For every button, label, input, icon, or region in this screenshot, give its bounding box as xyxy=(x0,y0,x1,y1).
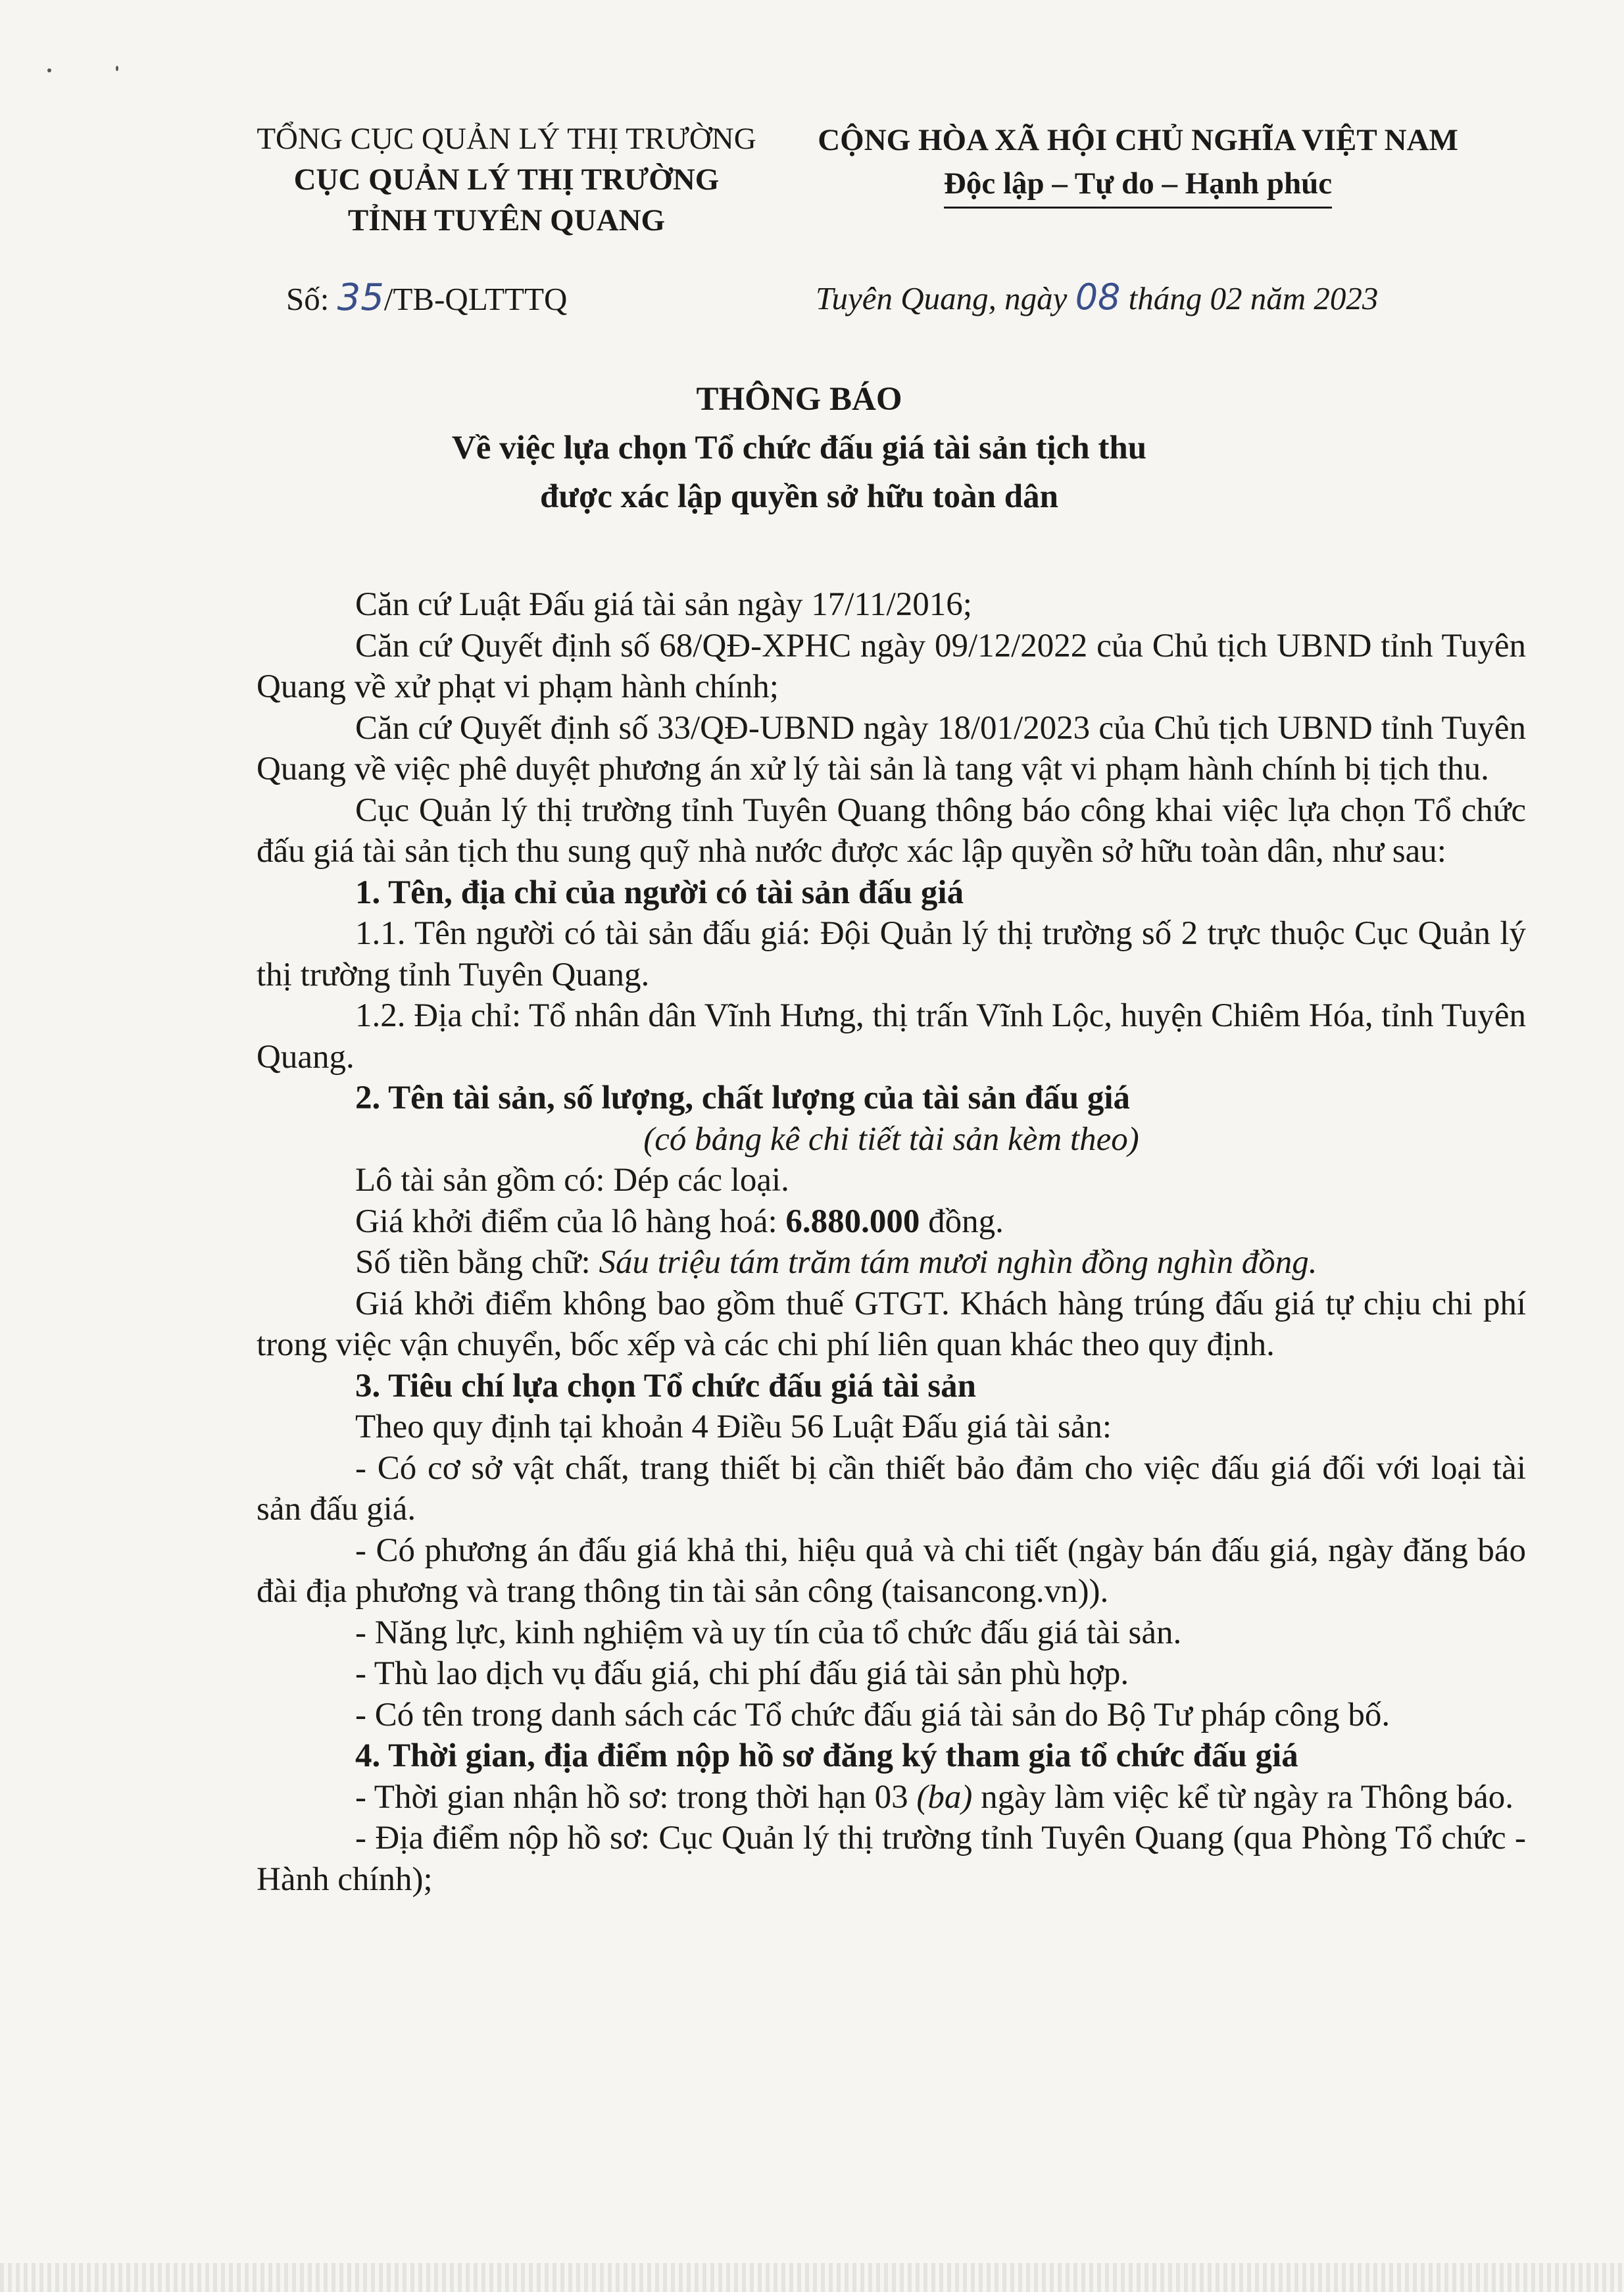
owner-name: 1.1. Tên người có tài sản đấu giá: Đội Quản lý thị trường số 2 trực thuộc Cục Quản lý thị trường tỉnh Tuyên Quang. xyxy=(257,915,1526,993)
price-in-words-value: Sáu triệu tám trăm tám mươi nghìn đồng nghìn đồng. xyxy=(599,1244,1317,1281)
national-motto: Độc lập – Tự do – Hạnh phúc xyxy=(944,162,1332,209)
title-subject-line1: Về việc lựa chọn Tổ chức đấu giá tài sản tịch thu xyxy=(451,430,1147,466)
scan-speck xyxy=(116,66,118,71)
asset-lot: Lô tài sản gồm có: Dép các loại. xyxy=(355,1162,789,1199)
number-suffix: /TB-QLTTTQ xyxy=(383,281,568,317)
starting-price-label: Giá khởi điểm của lô hàng hoá: xyxy=(355,1203,786,1240)
agency-name: CỤC QUẢN LÝ THỊ TRƯỜNG xyxy=(293,162,720,197)
submission-place: - Địa điểm nộp hồ sơ: Cục Quản lý thị trường tỉnh Tuyên Quang (qua Phòng Tổ chức - Hành chính); xyxy=(257,1820,1526,1898)
agency-province: TỈNH TUYÊN QUANG xyxy=(347,203,666,237)
date-suffix: tháng 02 năm 2023 xyxy=(1120,280,1379,316)
date-prefix: Tuyên Quang, ngày xyxy=(816,280,1075,316)
announcement-intro: Cục Quản lý thị trường tỉnh Tuyên Quang thông báo công khai việc lựa chọn Tổ chức đấu giá tài sản tịch thu sung quỹ nhà nước được xác lập quyền sở hữu toàn dân, như sau: xyxy=(257,791,1526,870)
section-heading-4: 4. Thời gian, địa điểm nộp hồ sơ đăng ký tham gia tổ chức đấu giá xyxy=(355,1737,1298,1774)
legal-basis-3: Căn cứ Quyết định số 33/QĐ-UBND ngày 18/01/2023 của Chủ tịch UBND tỉnh Tuyên Quang về việc phê duyệt phương án xử lý tài sản là tang vật vi phạm hành chính bị tịch thu. xyxy=(257,709,1526,787)
national-header xyxy=(786,118,1490,209)
handwritten-day: 08 xyxy=(1075,276,1121,318)
criterion-4: - Thù lao dịch vụ đấu giá, chi phí đấu giá tài sản phù hợp. xyxy=(355,1655,1129,1692)
criterion-3: - Năng lực, kinh nghiệm và uy tín của tổ chức đấu giá tài sản. xyxy=(355,1614,1182,1651)
agency-header xyxy=(224,118,789,241)
section-heading-1: 1. Tên, địa chỉ của người có tài sản đấu giá xyxy=(355,874,964,911)
submission-time-words: (ba) xyxy=(916,1778,973,1816)
criterion-2: - Có phương án đấu giá khả thi, hiệu quả và chi tiết (ngày bán đấu giá, ngày đăng báo đài địa phương và trang thông tin tài sản công (taisancong.vn)). xyxy=(257,1532,1526,1610)
criterion-5: - Có tên trong danh sách các Tổ chức đấu giá tài sản do Bộ Tư pháp công bố. xyxy=(355,1696,1390,1733)
document-body xyxy=(257,584,1526,1900)
owner-address: 1.2. Địa chỉ: Tổ nhân dân Vĩnh Hưng, thị trấn Vĩnh Lộc, huyện Chiêm Hóa, tỉnh Tuyên Quang. xyxy=(257,997,1526,1076)
document-title xyxy=(197,375,1401,521)
legal-basis-2: Căn cứ Quyết định số 68/QĐ-XPHC ngày 09/12/2022 của Chủ tịch UBND tỉnh Tuyên Quang về xử phạt vi phạm hành chính; xyxy=(257,627,1526,705)
scan-speck xyxy=(47,68,51,72)
criterion-1: - Có cơ sở vật chất, trang thiết bị cần thiết bảo đảm cho việc đấu giá đối với loại tài sản đấu giá. xyxy=(257,1449,1526,1528)
legal-basis-1: Căn cứ Luật Đấu giá tài sản ngày 17/11/2016; xyxy=(355,586,972,623)
title-subject-line2: được xác lập quyền sở hữu toàn dân xyxy=(540,478,1058,515)
title-main: THÔNG BÁO xyxy=(696,381,902,418)
price-in-words-label: Số tiền bằng chữ: xyxy=(355,1244,599,1281)
criteria-intro: Theo quy định tại khoản 4 Điều 56 Luật Đấu giá tài sản: xyxy=(355,1408,1112,1445)
submission-time xyxy=(257,1777,1526,1818)
handwritten-number: 35 xyxy=(337,276,384,319)
number-prefix: Số: xyxy=(286,281,337,317)
document-date xyxy=(816,276,1378,318)
agency-parent: TỔNG CỤC QUẢN LÝ THỊ TRƯỜNG xyxy=(257,122,756,156)
attachment-note: (có bảng kê chi tiết tài sản kèm theo) xyxy=(643,1120,1139,1158)
section-heading-3: 3. Tiêu chí lựa chọn Tổ chức đấu giá tài sản xyxy=(355,1367,976,1405)
starting-price xyxy=(257,1201,1526,1243)
starting-price-value: 6.880.000 xyxy=(785,1203,920,1240)
starting-price-unit: đồng. xyxy=(920,1203,1004,1240)
document-number xyxy=(286,276,567,319)
submission-time-text: - Thời gian nhận hồ sơ: trong thời hạn 03 xyxy=(355,1778,917,1816)
price-note: Giá khởi điểm không bao gồm thuế GTGT. Khách hàng trúng đấu giá tự chịu chi phí trong việc vận chuyển, bốc xếp và các chi phí liên quan khác theo quy định. xyxy=(257,1285,1526,1363)
nation-name: CỘNG HÒA XÃ HỘI CHỦ NGHĨA VIỆT NAM xyxy=(818,123,1458,157)
scan-edge-artifact xyxy=(0,2263,1624,2292)
section-heading-2: 2. Tên tài sản, số lượng, chất lượng của tài sản đấu giá xyxy=(355,1080,1131,1116)
submission-time-rest: ngày làm việc kể từ ngày ra Thông báo. xyxy=(972,1778,1513,1816)
price-in-words xyxy=(257,1242,1526,1283)
